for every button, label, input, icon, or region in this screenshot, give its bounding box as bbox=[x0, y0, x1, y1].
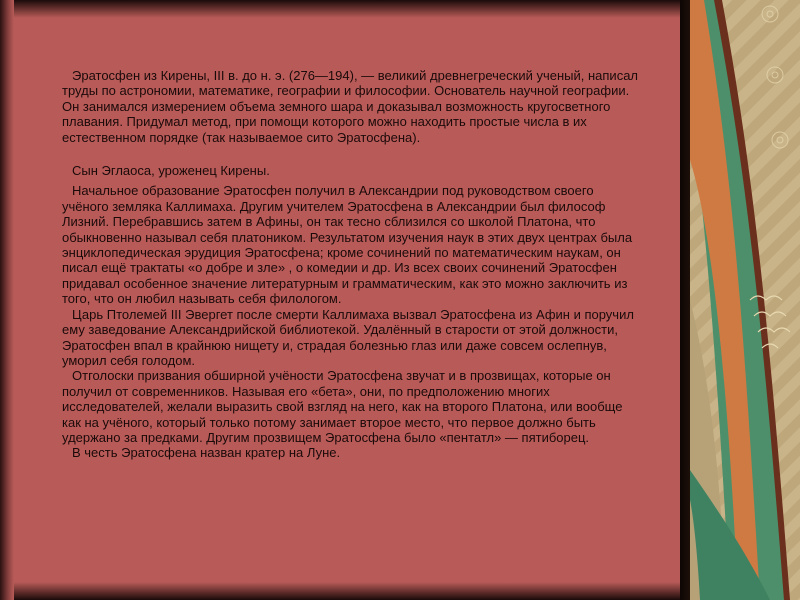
paragraph-library: Царь Птолемей III Эвергет после смерти Каллимаха вызвал Эратосфена из Афин и поручил ему заведование Александрийской библиотекой. Удалённый в старости от этой должности, Эратосфен впал в крайнюю нищету и, страдая болезнью глаз или даже совсем ослепнув, уморил себя голодом. bbox=[62, 306, 634, 368]
article-text bbox=[62, 68, 642, 461]
paragraph-origin: Сын Эглаоса, уроженец Кирены. bbox=[72, 163, 270, 179]
decorative-drapery-graphic bbox=[690, 0, 800, 600]
decorative-side-panel bbox=[690, 0, 800, 600]
paragraph-crater: В честь Эратосфена назван кратер на Луне. bbox=[72, 445, 341, 461]
paragraph-spacer bbox=[62, 145, 642, 163]
left-shadow-band bbox=[0, 0, 14, 600]
paragraph-intro: Эратосфен из Кирены, III в. до н. э. (276—194), — великий древнегреческий ученый, написал труды по астрономии, математике, географии и философии. Основатель научной географии. Он занимался измерением объема земного шара и доказывал возможность кругосветного плавания. Придумал метод, при помощи которого можно находить простые числа в их естественном порядке (так называемое сито Эратосфена). bbox=[62, 68, 639, 145]
paragraph-nicknames: Отголоски призвания обширной учёности Эратосфена звучат и в прозвищах, которые он получил от современников. Называя его «бета», они, по предположению многих исследователей, желали выразить свой взгляд на него, как на второго Платона, или вообще как на учёного, который только потому занимает второе место, что первое должно быть удержано за предками. Другим прозвищем Эратосфена было «пентатл» — пятиборец. bbox=[62, 368, 623, 445]
bottom-shadow-band bbox=[0, 582, 680, 600]
paragraph-education: Начальное образование Эратосфен получил в Александрии под руководством своего учёного земляка Каллимаха. Другим учителем Эратосфена в Александрии был философ Лизний. Перебравшись затем в Афины, он так тесно сблизился со школой Платона, что обыкновенно называл себя платоником. Результатом изучения наук в этих двух центрах была энциклопедическая эрудиция Эратосфена; кроме сочинений по математическим наукам, он писал ещё трактаты «о добре и зле» , о комедии и др. Из всех своих сочинений Эратосфен придавал особенное значение литературным и грамматическим, как это можно заключить из того, что он любил называть себя филологом. bbox=[62, 183, 633, 307]
top-shadow-band bbox=[0, 0, 680, 18]
